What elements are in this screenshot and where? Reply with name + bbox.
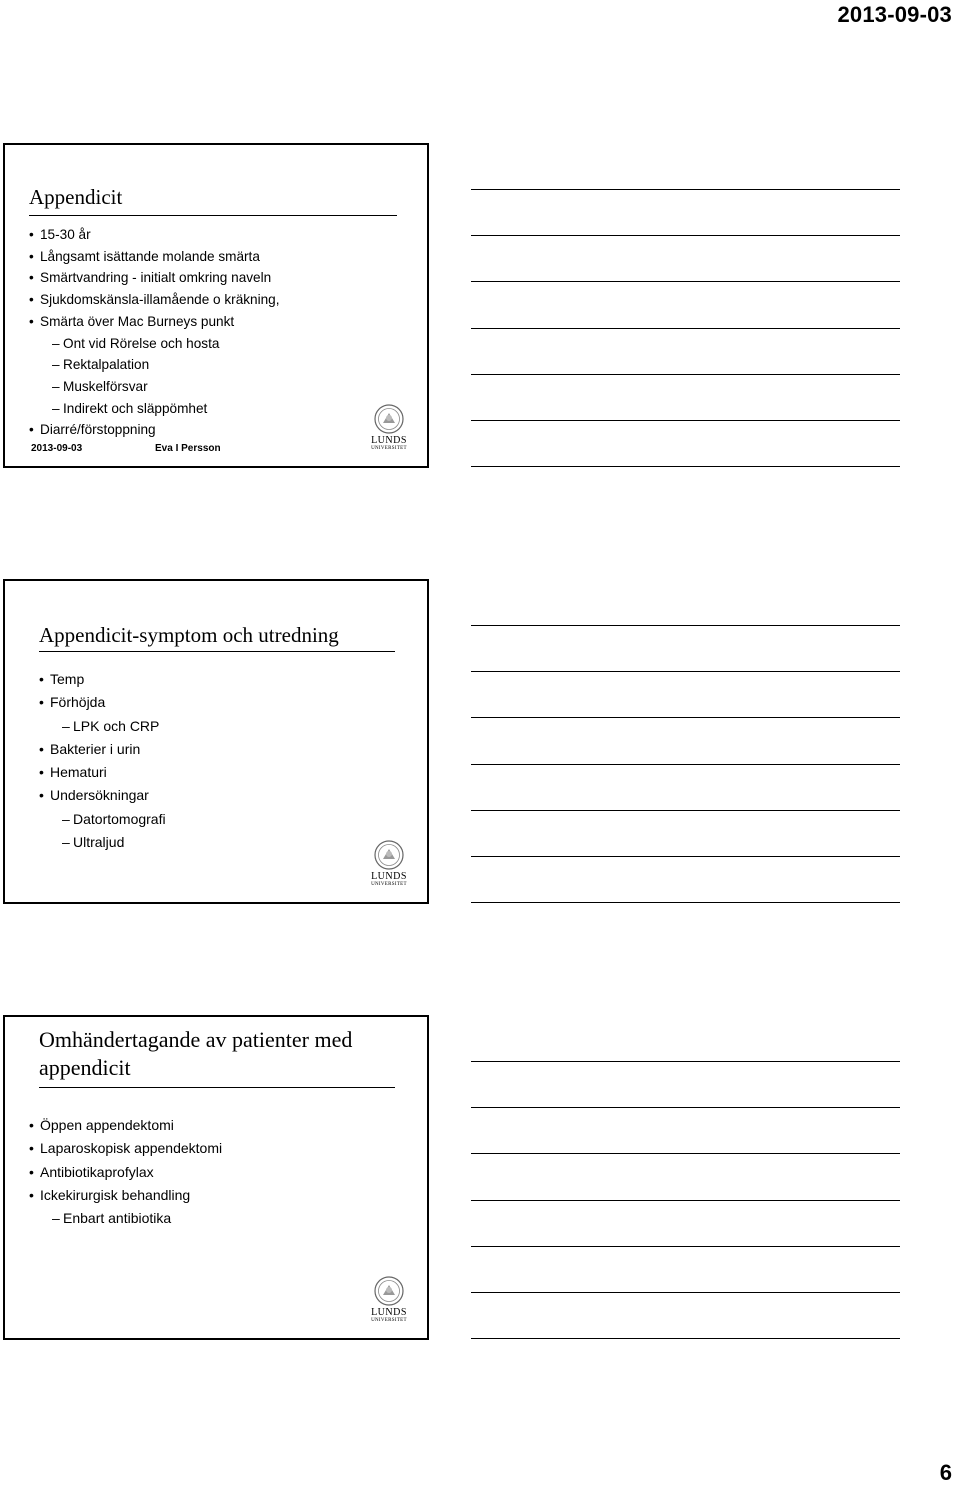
university-seal-icon <box>373 840 405 870</box>
sub-bullet-item: – Datortomografi <box>39 808 166 831</box>
university-seal-icon <box>373 1276 405 1306</box>
note-line <box>471 671 900 672</box>
bullet-item: • Laparoskopisk appendektomi <box>29 1137 222 1160</box>
logo-subtitle: UNIVERSITET <box>371 1318 407 1323</box>
slide-2 <box>3 579 429 904</box>
note-line <box>471 374 900 375</box>
title-divider <box>39 651 395 652</box>
slide-title: Appendicit-symptom och utredning <box>39 623 339 647</box>
bullet-item: • Öppen appendektomi <box>29 1114 222 1137</box>
slide-1 <box>3 143 429 468</box>
title-divider <box>29 215 397 216</box>
bullet-item: • Antibiotikaprofylax <box>29 1161 222 1184</box>
note-line <box>471 856 900 857</box>
logo-name: LUNDS <box>371 1307 407 1318</box>
note-line <box>471 1292 900 1293</box>
bullet-item: • Diarré/förstoppning <box>29 419 280 441</box>
bullet-list <box>29 1114 222 1230</box>
university-seal-icon <box>373 404 405 434</box>
bullet-item: • Ickekirurgisk behandling <box>29 1184 222 1207</box>
logo-subtitle: UNIVERSITET <box>371 882 407 887</box>
note-line <box>471 281 900 282</box>
bullet-item: • Förhöjda <box>39 691 166 714</box>
logo-name: LUNDS <box>371 435 407 446</box>
note-line <box>471 1061 900 1062</box>
note-line <box>471 189 900 190</box>
sub-bullet-item: – Enbart antibiotika <box>29 1207 222 1230</box>
lund-university-logo <box>367 404 411 454</box>
bullet-item: • Temp <box>39 668 166 691</box>
slide-footer-author: Eva I Persson <box>155 443 221 454</box>
note-line <box>471 1200 900 1201</box>
bullet-item: • Smärtvandring - initialt omkring naveln <box>29 267 280 289</box>
note-line <box>471 625 900 626</box>
sub-bullet-item: – LPK och CRP <box>39 715 166 738</box>
bullet-list <box>29 224 280 441</box>
note-line <box>471 764 900 765</box>
bullet-item: • Sjukdomskänsla-illamående o kräkning, <box>29 289 280 311</box>
slide-title-line-1: Omhändertagande av patienter med <box>39 1027 353 1052</box>
slide-title-line-2: appendicit <box>39 1055 131 1080</box>
lund-university-logo <box>367 840 411 890</box>
note-line <box>471 1107 900 1108</box>
note-line <box>471 810 900 811</box>
bullet-item: • Långsamt isättande molande smärta <box>29 246 280 268</box>
slide-3 <box>3 1015 429 1340</box>
sub-bullet-item: – Ont vid Rörelse och hosta <box>29 333 280 355</box>
note-line <box>471 1153 900 1154</box>
slide-title: Appendicit <box>29 185 123 209</box>
sub-bullet-item: – Muskelförsvar <box>29 376 280 398</box>
slide-footer-date: 2013-09-03 <box>31 443 83 454</box>
sub-bullet-item: – Ultraljud <box>39 831 166 854</box>
bullet-item: • Bakterier i urin <box>39 738 166 761</box>
bullet-item: • Undersökningar <box>39 784 166 807</box>
page-number: 6 <box>939 1460 952 1485</box>
logo-name: LUNDS <box>371 871 407 882</box>
note-line <box>471 420 900 421</box>
slide-title <box>39 1026 352 1082</box>
bullet-item: • Hematuri <box>39 761 166 784</box>
title-divider <box>39 1087 395 1088</box>
lund-university-logo <box>367 1276 411 1326</box>
bullet-list <box>39 668 166 854</box>
note-line <box>471 902 900 903</box>
note-line <box>471 1338 900 1339</box>
bullet-item: • Smärta över Mac Burneys punkt <box>29 311 280 333</box>
sub-bullet-item: – Rektalpalation <box>29 354 280 376</box>
sub-bullet-item: – Indirekt och släppömhet <box>29 398 280 420</box>
header-date: 2013-09-03 <box>837 2 952 27</box>
note-line <box>471 328 900 329</box>
logo-subtitle: UNIVERSITET <box>371 446 407 451</box>
note-line <box>471 466 900 467</box>
bullet-item: • 15-30 år <box>29 224 280 246</box>
note-line <box>471 235 900 236</box>
note-line <box>471 717 900 718</box>
note-line <box>471 1246 900 1247</box>
